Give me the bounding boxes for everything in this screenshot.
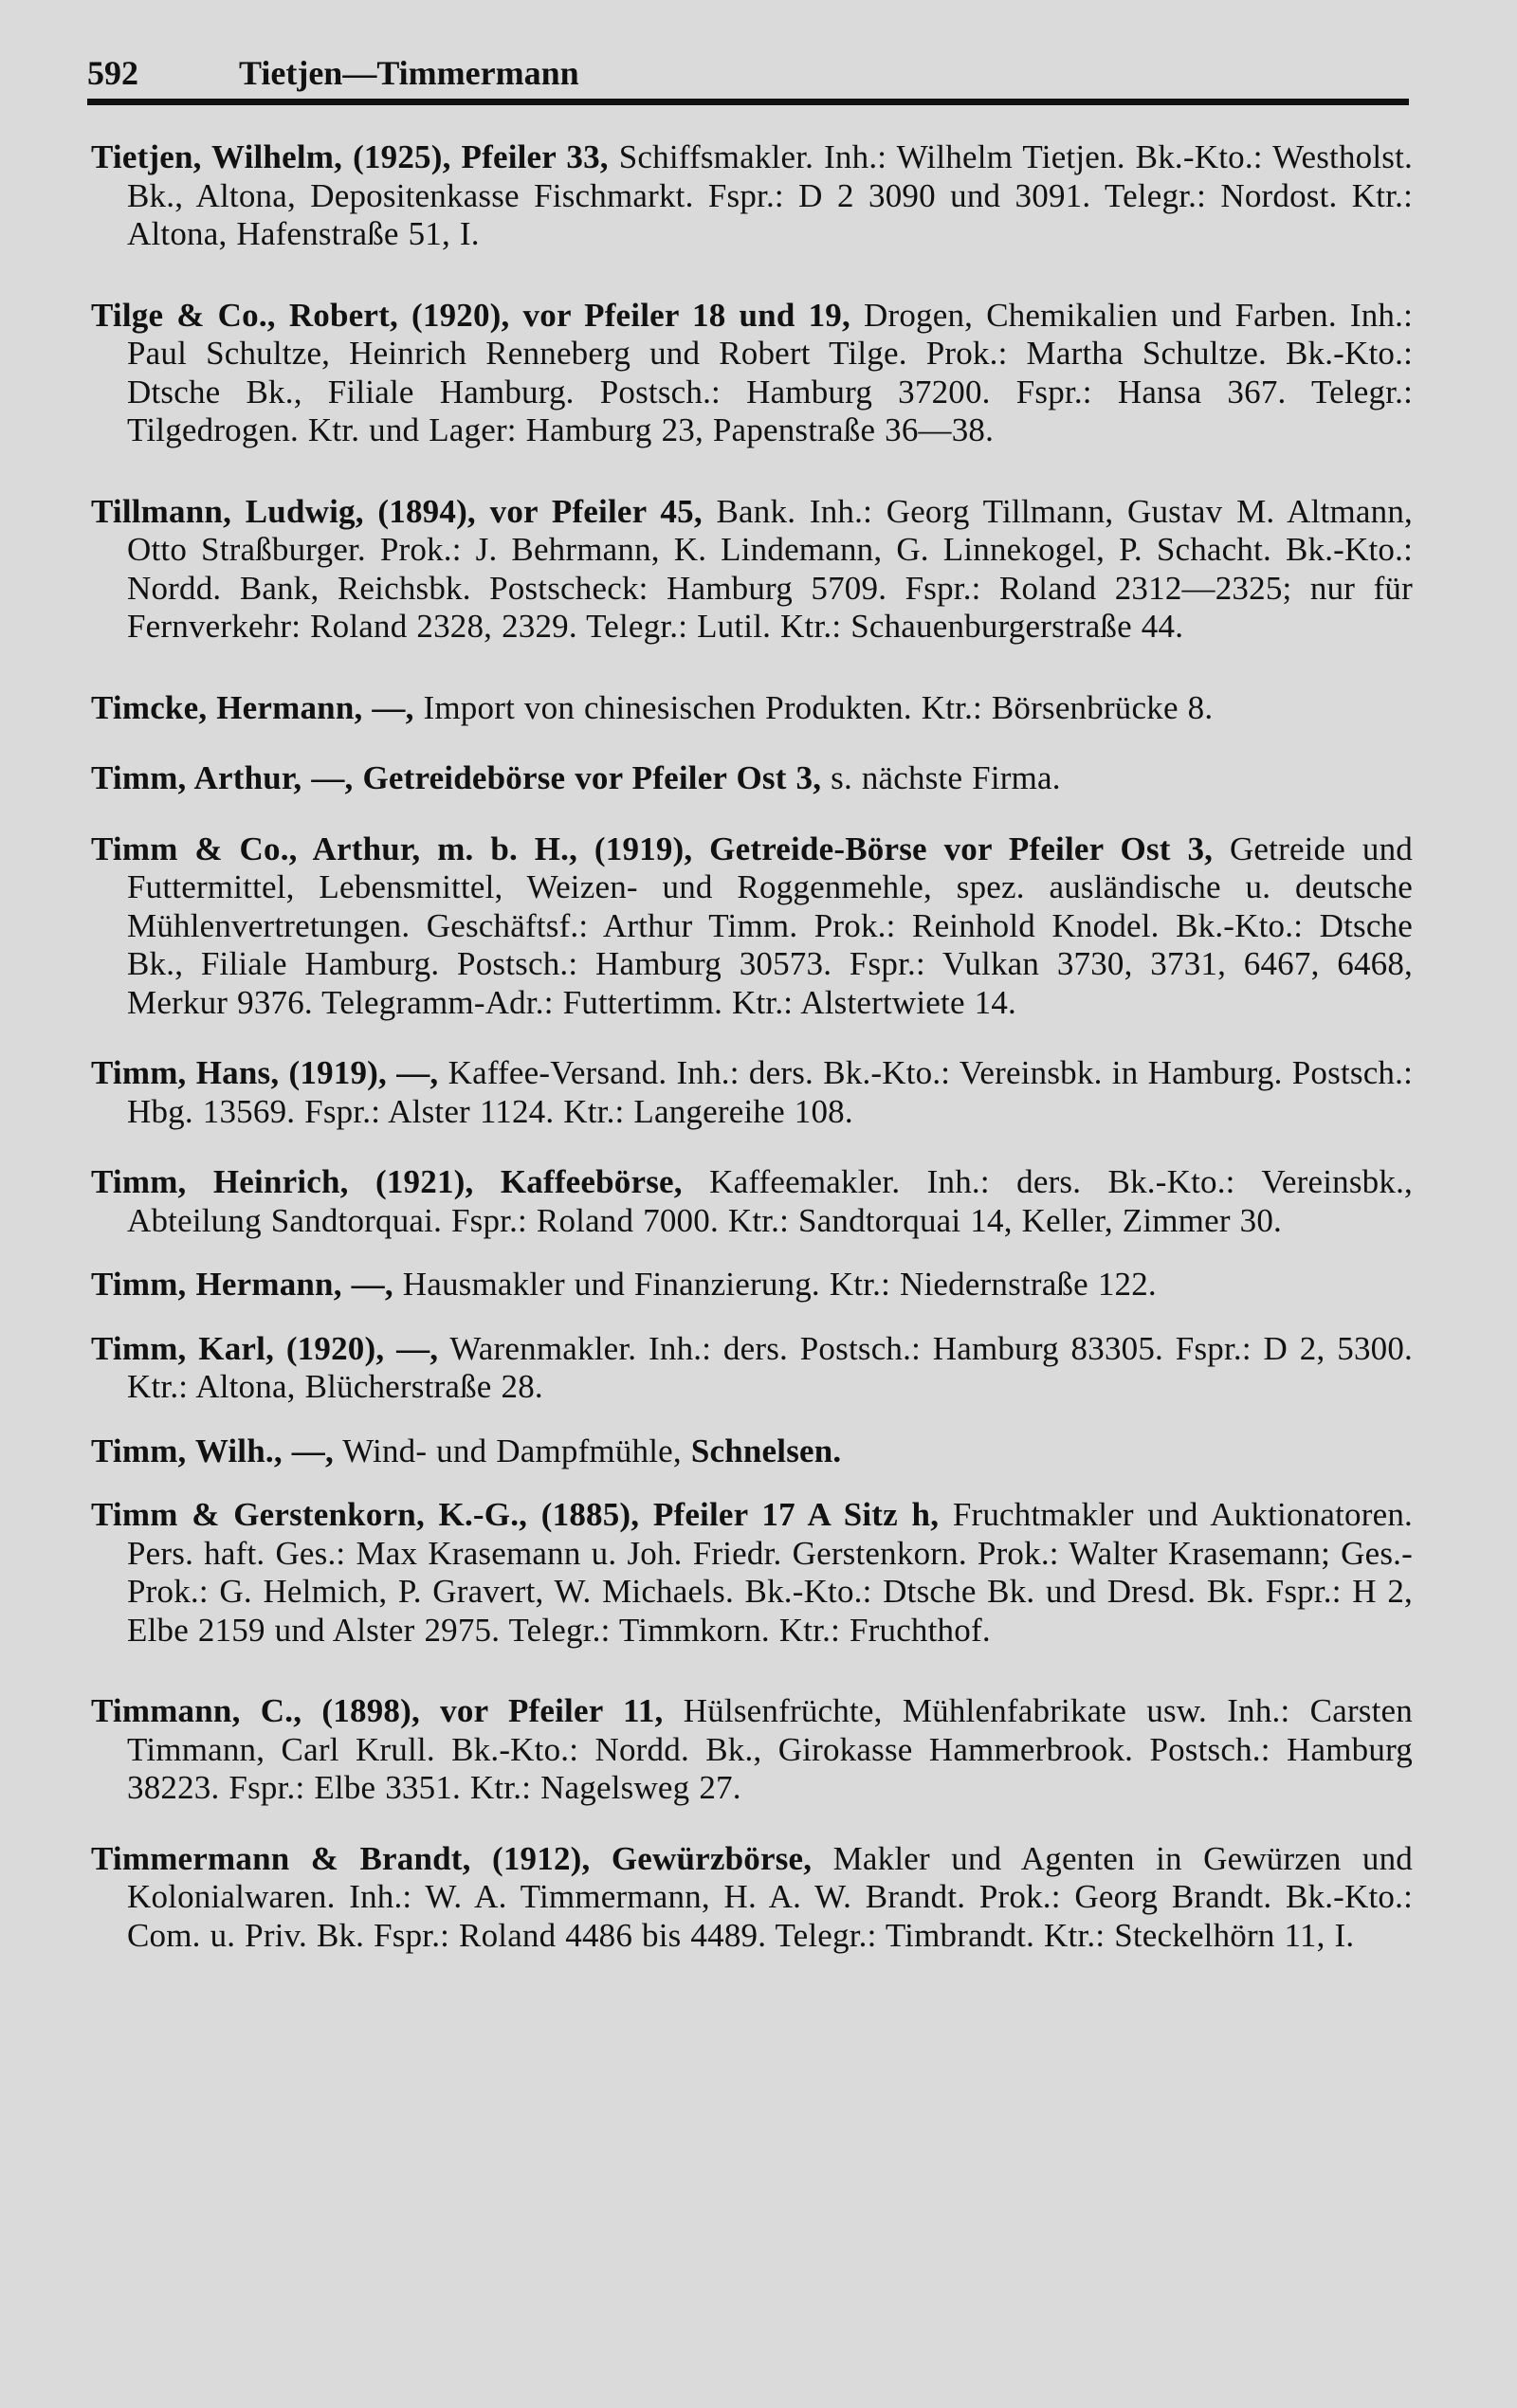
header-rule bbox=[87, 99, 1409, 105]
entry-location: Getreidebörse vor Pfeiler Ost 3, bbox=[353, 759, 822, 796]
entry-name: Timcke, Hermann, bbox=[91, 688, 363, 726]
entry-name: Timm, Hermann, bbox=[91, 1266, 342, 1303]
entry-name: Tilge & Co., Robert, bbox=[91, 296, 398, 334]
entry-location: vor Pfeiler 18 und 19, bbox=[509, 296, 850, 334]
entry-text: Warenmakler. Inh.: ders. Postsch.: Hamburg 83305. Fspr.: D 2, 5300. Ktr.: Altona, Blücherstraße 28. bbox=[127, 1329, 1413, 1405]
entry-year: (1898), bbox=[302, 1692, 420, 1729]
entry-text: Schiffsmakler. Inh.: Wilhelm Tietjen. Bk.-Kto.: Westholst. Bk., Altona, Depositenkasse Fischmarkt. Fspr.: D 2 3090 und 3091. Telegr.: Nordost. Ktr.: Altona, Hafenstraße 51, I. bbox=[127, 138, 1413, 252]
entry-year: —, bbox=[282, 1432, 334, 1469]
entry-tietjen bbox=[91, 138, 1413, 254]
page-number: 592 bbox=[87, 54, 138, 92]
entry-timm-hans bbox=[91, 1054, 1413, 1131]
entry-name: Timm, Arthur, bbox=[91, 759, 302, 796]
entry-tilge bbox=[91, 297, 1413, 450]
entry-name: Timm, Wilh., bbox=[91, 1432, 283, 1469]
entry-timmann bbox=[91, 1692, 1413, 1808]
entry-text: Fruchtmakler und Auktionatoren. Pers. haft. Ges.: Max Krasemann u. Joh. Friedr. Gerstenkorn. Prok.: Walter Krasemann; Ges.-Prok.: G. Helmich, P. Gravert, W. Michaels. Bk.-Kto.: Dtsche Bk. und Dresd. Bk. Fspr.: H 2, Elbe 2159 und Alster 2975. Telegr.: Timmkorn. Ktr.: Fruchthof. bbox=[127, 1496, 1413, 1649]
entry-text: s. nächste Firma. bbox=[821, 759, 1061, 796]
entry-timm-karl bbox=[91, 1330, 1413, 1407]
entry-text: Bank. Inh.: Georg Tillmann, Gustav M. Altmann, Otto Straßburger. Prok.: J. Behrmann, K. Lindemann, G. Linnekogel, P. Schacht. Bk.-Kto.: Nordd. Bank, Reichsbk. Postscheck: Hamburg 5709. Fspr.: Roland 2312—2325; nur für Fernverkehr: Roland 2328, 2329. Telegr.: Lutil. Ktr.: Schauenburgerstraße 44. bbox=[127, 492, 1413, 645]
entry-timcke bbox=[91, 689, 1413, 728]
entry-timm-hermann bbox=[91, 1266, 1413, 1304]
entry-name: Timm & Gerstenkorn, K.-G., bbox=[91, 1496, 528, 1533]
entry-name: Timmann, C., bbox=[91, 1692, 302, 1729]
entry-name: Timm, Heinrich, bbox=[91, 1163, 349, 1200]
entry-text: Kaffee-Versand. Inh.: ders. Bk.-Kto.: Vereinsbk. in Hamburg. Postsch.: Hbg. 13569. Fspr.: Alster 1124. Ktr.: Langereihe 108. bbox=[127, 1054, 1413, 1130]
entry-location: Pfeiler 17 A Sitz h, bbox=[639, 1496, 940, 1533]
entry-location-tail: Schnelsen. bbox=[690, 1432, 842, 1469]
entry-name: Tietjen, Wilhelm, bbox=[91, 138, 343, 175]
entry-list bbox=[91, 138, 1413, 1955]
page-header bbox=[87, 49, 1409, 97]
entry-text: Hausmakler und Finanzierung. Ktr.: Niedernstraße 122. bbox=[393, 1266, 1157, 1303]
entry-timmermann-brandt bbox=[91, 1840, 1413, 1956]
entry-name: Tillmann, Ludwig, bbox=[91, 492, 364, 530]
entry-year: (1919), —, bbox=[279, 1054, 439, 1091]
entry-name: Timm, Karl, bbox=[91, 1329, 275, 1367]
entry-year: (1885), bbox=[527, 1496, 640, 1533]
entry-location: Gewürzbörse, bbox=[590, 1839, 813, 1877]
entry-location: vor Pfeiler 45, bbox=[475, 492, 703, 530]
entry-timm-co-arthur bbox=[91, 830, 1413, 1023]
entry-text: Hülsenfrüchte, Mühlenfabrikate usw. Inh.: Carsten Timmann, Carl Krull. Bk.-Kto.: Nordd. Bk., Girokasse Hammerbrook. Postsch.: Hamburg 38223. Fspr.: Elbe 3351. Ktr.: Nagelsweg 27. bbox=[127, 1692, 1413, 1806]
entry-location: Getreide-Börse vor Pfeiler Ost 3, bbox=[692, 830, 1214, 867]
entry-name: Timm & Co., Arthur, m. b. H., bbox=[91, 830, 578, 867]
entry-year: —, bbox=[302, 759, 354, 796]
entry-text: Makler und Agenten in Gewürzen und Kolonialwaren. Inh.: W. A. Timmermann, H. A. W. Brandt. Prok.: Georg Brandt. Bk.-Kto.: Com. u. Priv. Bk. Fspr.: Roland 4486 bis 4489. Telegr.: Timbrandt. Ktr.: Steckelhörn 11, I. bbox=[127, 1839, 1413, 1954]
entry-tillmann bbox=[91, 493, 1413, 647]
entry-text: Wind- und Dampfmühle, bbox=[333, 1432, 691, 1469]
entry-location: Kaffeebörse, bbox=[473, 1163, 683, 1200]
entry-year: (1921), bbox=[348, 1163, 474, 1200]
entry-timm-arthur bbox=[91, 759, 1413, 798]
entry-timm-wilh bbox=[91, 1432, 1413, 1471]
entry-text: Import von chinesischen Produkten. Ktr.: Börsenbrücke 8. bbox=[413, 688, 1214, 726]
entry-name: Timm, Hans, bbox=[91, 1054, 280, 1091]
entry-year: (1912), bbox=[470, 1839, 591, 1877]
entry-text: Kaffeemakler. Inh.: ders. Bk.-Kto.: Vereinsbk., Abteilung Sandtorquai. Fspr.: Roland 7000. Ktr.: Sandtorquai 14, Keller, Zimmer 30. bbox=[127, 1163, 1413, 1239]
entry-name: Timmermann & Brandt, bbox=[91, 1839, 471, 1877]
entry-year: (1919), bbox=[577, 830, 693, 867]
entry-text: Getreide und Futtermittel, Lebensmittel, Weizen- und Roggenmehle, spez. ausländische u. deutsche Mühlenvertretungen. Geschäftsf.: Arthur Timm. Prok.: Reinhold Knodel. Bk.-Kto.: Dtsche Bk., Filiale Hamburg. Postsch.: Hamburg 30573. Fspr.: Vulkan 3730, 3731, 6467, 6468, Merkur 9376. Telegramm-Adr.: Futtertimm. Ktr.: Alstertwiete 14. bbox=[127, 830, 1413, 1021]
entry-timm-heinrich bbox=[91, 1163, 1413, 1240]
entry-location: vor Pfeiler 11, bbox=[419, 1692, 664, 1729]
entry-year: (1920), —, bbox=[274, 1329, 439, 1367]
entry-year: —, bbox=[341, 1266, 393, 1303]
entry-location: Pfeiler 33, bbox=[450, 138, 609, 175]
running-title: Tietjen—Timmermann bbox=[239, 54, 579, 92]
entry-year: (1920), bbox=[397, 296, 510, 334]
entry-year: —, bbox=[362, 688, 414, 726]
entry-year: (1925), bbox=[342, 138, 451, 175]
entry-timm-gerstenkorn bbox=[91, 1496, 1413, 1650]
entry-text: Drogen, Chemikalien und Farben. Inh.: Paul Schultze, Heinrich Renneberg und Robert Tilge. Prok.: Martha Schultze. Bk.-Kto.: Dtsche Bk., Filiale Hamburg. Postsch.: Hamburg 37200. Fspr.: Hansa 367. Telegr.: Tilgedrogen. Ktr. und Lager: Hamburg 23, Papenstraße 36—38. bbox=[127, 296, 1414, 448]
entry-year: (1894), bbox=[363, 492, 476, 530]
